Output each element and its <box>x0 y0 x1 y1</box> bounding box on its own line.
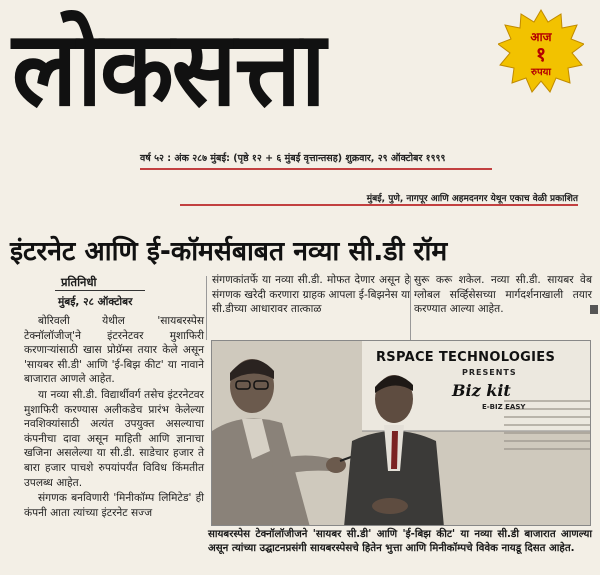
article-headline: इंटरनेट आणि ई-कॉमर्सबाबत नव्या सी.डी रॉम <box>10 236 448 267</box>
price-label-today: आज <box>530 30 552 44</box>
article-paragraph: संगणक बनविणारी 'मिनीकॉम्प लिमिटेड' ही कंपनी आता त्यांच्या इंटरनेट सज्ज <box>24 492 204 519</box>
banner-tagline: E-BIZ EASY <box>482 403 526 411</box>
masthead-title: लोकसत्ता <box>12 8 324 130</box>
article-column-2: संगणकांतर्फे या नव्या सी.डी. मोफत देणार असून हे संगणक खरेदी करणारा ग्राहक आपला ई-बिझनेस या सी.डीच्या आधारावर तात्काळ <box>212 274 410 316</box>
price-value: १ <box>535 42 547 66</box>
dateline: वर्ष ५२ : अंक २८७ मुंबई: (पृष्ठे १२ + ६ मुंबई वृत्तान्तसह) शुक्रवार, २९ ऑक्टोबर १९९९ <box>140 153 446 164</box>
article-byline: प्रतिनिधी <box>55 273 145 291</box>
article-photo <box>211 340 591 526</box>
banner-presents: PRESENTS <box>462 368 517 377</box>
edition-note: मुंबई, पुणे, नागपूर आणि अहमदनगर येथून एकाच वेळी प्रकाशित <box>366 194 578 204</box>
margin-mark <box>590 305 598 314</box>
banner-company-name: RSPACE TECHNOLOGIES <box>376 350 556 365</box>
price-unit: रुपया <box>530 67 552 78</box>
column-divider <box>206 276 207 340</box>
article-paragraph: बोरिवली येथील 'सायबरस्पेस टेक्नॉलॉजीज्'ने इंटरनेटवर मुशाफिरी करणाऱ्यांसाठी खास प्रोग्रॅम्स तयार केले असून 'सायबर सी.डी' आणि 'ई-बिझ कीट' या नावाने बाजारात आणले आहेत. <box>24 315 204 386</box>
edition-bar <box>180 186 578 206</box>
article-dateline: मुंबई, २८ ऑक्टोबर <box>58 296 133 308</box>
article-column-3: सुरू करू शकेल. नव्या सी.डी. सायबर वेब ग्लोबल सर्व्हिसेसच्या मार्गदर्शनाखाली तयार करण्यात आल्या आहेत. <box>414 274 592 316</box>
price-badge <box>498 8 584 94</box>
photo-caption: सायबरस्पेस टेक्नॉलॉजीजने 'सायबर सी.डी' आणि 'ई-बिझ कीट' या नव्या सी.डी बाजारात आणल्या असून त्यांच्या उद्घाटनप्रसंगी सायबरस्पेसचे हितेन भुत्ता आणि मिनीकॉम्पचे विवेक नायडू दिसत आहेत. <box>208 529 592 555</box>
dateline-bar <box>140 150 492 170</box>
article-paragraph: या नव्या सी.डी. विद्यार्थीवर्ग तसेच इंटरनेटवर मुशाफिरी करण्यास अलीकडेच प्रारंभ केलेल्या नवशिक्यांसाठी अत्यंत उपयुक्त असल्याचा कंपनीचा दावा असून माहिती आणि ज्ञानाचा खजिना असलेल्या या सी.डी. साडेचार हजार ते बारा हजार पाचशे रुपयांपर्यंत विविध किंमतीत उपलब्ध आहेत. <box>24 388 204 489</box>
banner-product-logo: Biz kit <box>452 381 511 400</box>
article-column-1 <box>24 314 204 520</box>
column-divider <box>410 276 411 340</box>
